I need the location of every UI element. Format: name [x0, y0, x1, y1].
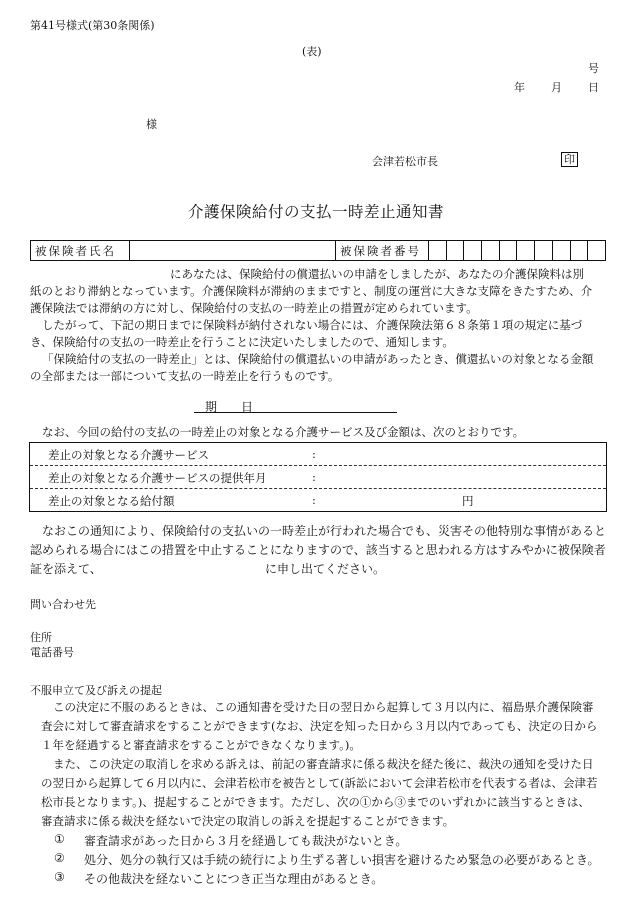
- seal-mark: 印: [561, 152, 578, 167]
- deadline-underline: [194, 412, 397, 413]
- insured-number-cell: [535, 241, 553, 261]
- insured-number-cell: [570, 241, 588, 261]
- insured-number-cell: [429, 241, 447, 261]
- notice-line-1: なおこの通知により、保険給付の支払いの一時差止が行われた場合でも、災害その他特別な事情があると: [42, 524, 607, 538]
- paragraph-arrears-first: にあなたは、保険給付の償還払いの申請をしましたが、あなたの介護保険料は別: [170, 267, 584, 281]
- date-month: 月: [551, 81, 562, 94]
- target-box: [29, 442, 607, 512]
- notice-line-2: 認められる場合にはこの措置を中止することになりますので、該当すると思われる方はすみやかに被保険者: [30, 543, 606, 557]
- paragraph-arrears-rest: 紙のとおり滞納となっています。介護保険料が滞納のままですと、制度の運営に大きな支障をきたすため、介護保険法では滞納の方に対し、保険給付の支払の一時差止の措置が定められています。: [30, 284, 593, 315]
- target-amount-colon: :: [312, 493, 316, 507]
- contact-phone: 電話番号: [30, 646, 74, 659]
- contact-heading: 問い合わせ先: [30, 598, 96, 611]
- target-service-colon: :: [312, 447, 316, 461]
- number-suffix: 号: [588, 62, 599, 75]
- insured-number-cell: [464, 241, 482, 261]
- insured-name-value: [130, 241, 336, 261]
- insured-number-label: 被保険者番号: [336, 241, 429, 261]
- appeal-paragraph-2: また、この決定の取消しを求める訴えは、前記の審査請求に係る裁決を経た後に、裁決の通知を受けた日の翌日から起算して６月以内に、会津若松市を被告として(訴訟において会津若松市を代表する者は、会津若松市長となります。)、提起することができます。ただし、次の①から③までのいずれかに該当するときは、審査請求に係る裁決を経ないで決定の取消しの訴えを提起することができます。: [41, 757, 598, 828]
- target-period-label: 差止の対象となる介護サービスの提供年月: [48, 471, 267, 485]
- date-year: 年: [514, 81, 525, 94]
- appeal-item-1-number: ①: [54, 832, 65, 846]
- contact-address: 住所: [30, 631, 52, 644]
- insured-number-cell: [499, 241, 517, 261]
- insured-number-cell: [588, 241, 606, 261]
- insured-number-cell: [446, 241, 464, 261]
- insured-name-label: 被保険者氏名: [31, 241, 130, 261]
- side-label: (表): [302, 45, 322, 58]
- paragraph-arrears: [30, 266, 602, 317]
- insured-table: [30, 240, 606, 261]
- appeal-item-2-number: ②: [54, 851, 65, 865]
- insured-number-cell: [517, 241, 535, 261]
- form-number: 第41号様式(第30条関係): [30, 19, 155, 32]
- deadline-label: 期 日: [205, 400, 260, 414]
- appeal-item-3-number: ③: [54, 870, 65, 884]
- paragraph-definition: 「保険給付の支払の一時差止」とは、保険給付の償還払いの申請があったとき、償還払いの対象となる金額の全部または一部について支払の一時差止を行うものです。: [30, 352, 594, 383]
- appeal-item-3-text: その他裁決を経ないことにつき正当な理由があるとき。: [84, 872, 384, 886]
- document-title: 介護保険給付の支払一時差止通知書: [188, 203, 445, 221]
- target-period-colon: :: [312, 470, 316, 484]
- issuer: 会津若松市長: [372, 155, 438, 168]
- paragraph-decision: したがって、下記の期日までに保険料が納付されない場合には、介護保険法第６８条第１項の規定に基づき、保険給付の支払の一時差止を行うことに決定いたしましたので、通知します。: [30, 318, 583, 349]
- paragraph-target-intro: なお、今回の給付の支払の一時差止の対象となる介護サービス及び金額は、次のとおりです。: [42, 425, 525, 439]
- notice-line-3b: に申し出てください。: [265, 562, 386, 576]
- insured-number-cell: [552, 241, 570, 261]
- target-service-row: [30, 443, 606, 465]
- honorific: 様: [146, 118, 157, 131]
- insured-number-cell: [482, 241, 500, 261]
- appeal-item-1-text: 審査請求があった日から３月を経過しても裁決がないとき。: [84, 834, 408, 848]
- notice-line-3a: 証を添えて、: [30, 562, 102, 576]
- target-amount-row: [30, 489, 606, 511]
- appeal-paragraph-1: この決定に不服のあるときは、この通知書を受けた日の翌日から起算して３月以内に、福島県介護保険審査会に対して審査請求をすることができます(なお、決定を知った日から３月以内であっても、決定の日から１年を経過すると審査請求をすることができなくなります。)。: [41, 700, 598, 752]
- target-service-label: 差止の対象となる介護サービス: [48, 448, 209, 462]
- target-amount-label: 差止の対象となる給付額: [48, 494, 175, 508]
- appeal-item-2-text: 処分、処分の執行又は手続の続行により生ずる著しい損害を避けるため緊急の必要があるとき。: [84, 853, 600, 867]
- target-period-row: [30, 466, 606, 488]
- target-amount-yen: 円: [462, 494, 474, 508]
- date-day: 日: [588, 81, 599, 94]
- appeal-heading: 不服申立て及び訴えの提起: [30, 684, 162, 697]
